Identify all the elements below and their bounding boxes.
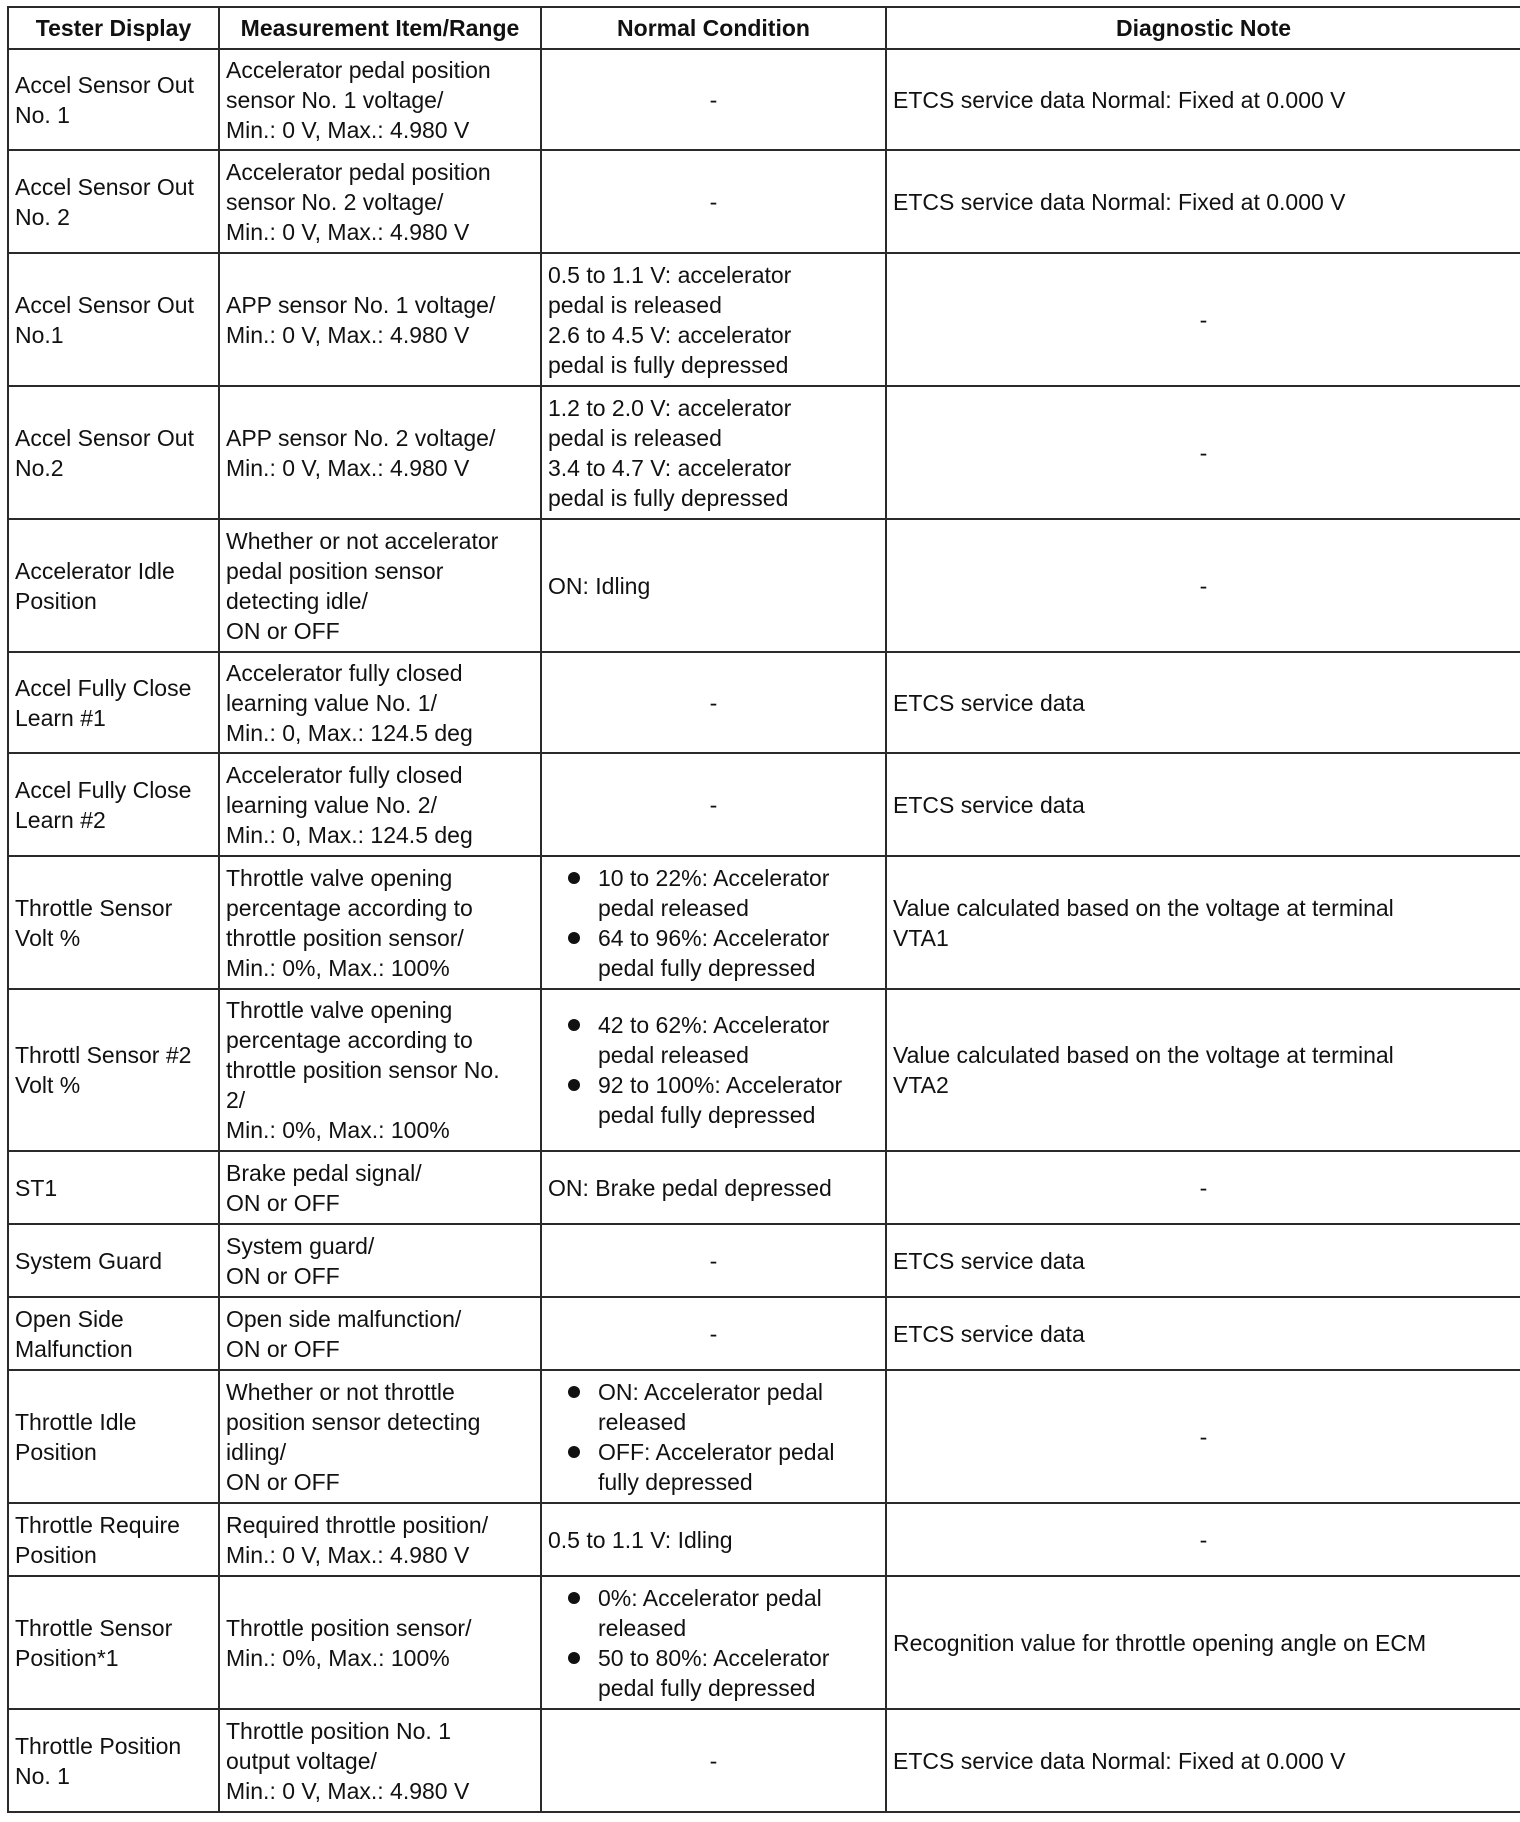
diagnostic-note-cell <box>886 1224 1520 1297</box>
diagnostic-note-cell <box>886 386 1520 519</box>
diagnostic-note-cell-text: - <box>1199 1174 1208 1201</box>
normal-condition-cell <box>541 1709 886 1812</box>
normal-condition-cell-text: - <box>709 1747 718 1774</box>
normal-condition-cell-text: - <box>709 188 718 215</box>
normal-condition-cell <box>541 519 886 652</box>
normal-condition-bullet <box>548 1437 879 1497</box>
tester-display-cell-text: Throttle Sensor Volt % <box>15 894 173 951</box>
diagnostic-note-cell <box>886 989 1520 1151</box>
data-list-table <box>7 6 1520 1813</box>
table-row <box>8 1576 1520 1709</box>
normal-condition-cell <box>541 1297 886 1370</box>
measurement-item-cell-text: Accelerator fully closed learning value No. 1/ Min.: 0, Max.: 124.5 deg <box>226 659 473 746</box>
normal-condition-bullet-text: 64 to 96%: Accelerator pedal fully depressed <box>598 924 830 981</box>
measurement-item-cell-text: Whether or not accelerator pedal position sensor detecting idle/ ON or OFF <box>226 527 499 644</box>
header-measurement-item: Measurement Item/Range <box>219 7 541 49</box>
diagnostic-note-cell-text: Value calculated based on the voltage at terminal VTA2 <box>893 1042 1394 1098</box>
tester-display-cell <box>8 1503 219 1576</box>
measurement-item-cell-text: Open side malfunction/ ON or OFF <box>226 1305 462 1362</box>
measurement-item-cell-text: APP sensor No. 1 voltage/ Min.: 0 V, Max.: 4.980 V <box>226 291 496 348</box>
table-row <box>8 253 1520 386</box>
tester-display-cell <box>8 1151 219 1224</box>
diagnostic-note-cell-text: ETCS service data <box>893 1320 1085 1347</box>
measurement-item-cell <box>219 652 541 753</box>
diagnostic-note-cell-text: ETCS service data Normal: Fixed at 0.000 V <box>893 188 1346 215</box>
normal-condition-cell-text: - <box>709 86 718 113</box>
measurement-item-cell <box>219 1224 541 1297</box>
tester-display-cell-text: Accel Sensor Out No. 2 <box>15 173 194 230</box>
measurement-item-cell <box>219 1297 541 1370</box>
table-row <box>8 1503 1520 1576</box>
measurement-item-cell-text: Accelerator pedal position sensor No. 2 voltage/ Min.: 0 V, Max.: 4.980 V <box>226 158 491 245</box>
normal-condition-cell-text: 0.5 to 1.1 V: accelerator pedal is released 2.6 to 4.5 V: accelerator pedal is fully depressed <box>548 261 792 378</box>
normal-condition-bullet <box>548 1377 879 1437</box>
measurement-item-cell-text: System guard/ ON or OFF <box>226 1232 375 1289</box>
tester-display-cell-text: Throttle Idle Position <box>15 1408 137 1465</box>
diagnostic-note-cell-text: - <box>1199 1423 1208 1450</box>
tester-display-cell <box>8 386 219 519</box>
normal-condition-bullet-text: OFF: Accelerator pedal fully depressed <box>598 1438 835 1495</box>
measurement-item-cell <box>219 1503 541 1576</box>
tester-display-cell <box>8 519 219 652</box>
measurement-item-cell <box>219 856 541 989</box>
table-row <box>8 150 1520 253</box>
normal-condition-cell <box>541 1503 886 1576</box>
tester-display-cell-text: Throttle Position No. 1 <box>15 1732 182 1789</box>
header-tester-display: Tester Display <box>8 7 219 49</box>
diagnostic-note-cell-text: Recognition value for throttle opening angle on ECM <box>893 1629 1427 1656</box>
normal-condition-cell <box>541 753 886 856</box>
table-row <box>8 1224 1520 1297</box>
normal-condition-bullet-list <box>548 1010 879 1130</box>
measurement-item-cell-text: Required throttle position/ Min.: 0 V, Max.: 4.980 V <box>226 1511 489 1568</box>
tester-display-cell <box>8 1576 219 1709</box>
normal-condition-cell <box>541 49 886 150</box>
table-header-row <box>8 7 1520 49</box>
diagnostic-note-cell <box>886 253 1520 386</box>
normal-condition-cell <box>541 1224 886 1297</box>
diagnostic-note-cell <box>886 1151 1520 1224</box>
measurement-item-cell <box>219 49 541 150</box>
tester-display-cell <box>8 753 219 856</box>
normal-condition-cell-text: - <box>709 1320 718 1347</box>
diagnostic-note-cell <box>886 1297 1520 1370</box>
table-row <box>8 1370 1520 1503</box>
header-normal-condition: Normal Condition <box>541 7 886 49</box>
normal-condition-bullet-list <box>548 863 879 983</box>
measurement-item-cell <box>219 1151 541 1224</box>
measurement-item-cell-text: Brake pedal signal/ ON or OFF <box>226 1159 422 1216</box>
diagnostic-note-cell <box>886 150 1520 253</box>
diagnostic-note-cell-text: - <box>1199 306 1208 333</box>
measurement-item-cell-text: Throttle position No. 1 output voltage/ Min.: 0 V, Max.: 4.980 V <box>226 1717 470 1804</box>
normal-condition-bullet-list <box>548 1583 879 1703</box>
diagnostic-note-cell-text: ETCS service data <box>893 689 1085 716</box>
normal-condition-cell <box>541 652 886 753</box>
table-body <box>8 49 1520 1812</box>
measurement-item-cell <box>219 753 541 856</box>
normal-condition-bullet-text: ON: Accelerator pedal released <box>598 1378 824 1435</box>
diagnostic-note-cell <box>886 1709 1520 1812</box>
diagnostic-note-cell <box>886 652 1520 753</box>
measurement-item-cell <box>219 386 541 519</box>
table-row <box>8 652 1520 753</box>
normal-condition-bullet <box>548 923 879 983</box>
normal-condition-cell <box>541 989 886 1151</box>
diagnostic-note-cell <box>886 856 1520 989</box>
tester-display-cell-text: Accel Sensor Out No.2 <box>15 424 194 481</box>
tester-display-cell <box>8 652 219 753</box>
measurement-item-cell-text: Throttle valve opening percentage according to throttle position sensor/ Min.: 0%, Max.: 100% <box>226 864 473 981</box>
diagnostic-note-cell-text: ETCS service data <box>893 791 1085 818</box>
measurement-item-cell-text: Accelerator pedal position sensor No. 1 voltage/ Min.: 0 V, Max.: 4.980 V <box>226 56 491 143</box>
tester-display-cell-text: Accel Fully Close Learn #2 <box>15 776 192 833</box>
normal-condition-cell <box>541 386 886 519</box>
diagnostic-note-cell-text: - <box>1199 572 1208 599</box>
tester-display-cell <box>8 1224 219 1297</box>
measurement-item-cell-text: Throttle position sensor/ Min.: 0%, Max.: 100% <box>226 1614 472 1671</box>
table-row <box>8 753 1520 856</box>
tester-display-cell-text: Accelerator Idle Position <box>15 557 175 614</box>
diagnostic-note-cell <box>886 1576 1520 1709</box>
normal-condition-cell <box>541 253 886 386</box>
table-row <box>8 989 1520 1151</box>
measurement-item-cell-text: Accelerator fully closed learning value No. 2/ Min.: 0, Max.: 124.5 deg <box>226 761 473 848</box>
normal-condition-bullet-text: 0%: Accelerator pedal released <box>598 1584 822 1641</box>
tester-display-cell <box>8 856 219 989</box>
tester-display-cell-text: ST1 <box>15 1174 58 1201</box>
table-row <box>8 1151 1520 1224</box>
normal-condition-cell <box>541 1576 886 1709</box>
tester-display-cell-text: Throttle Sensor Position*1 <box>15 1614 173 1671</box>
normal-condition-cell-text: - <box>709 689 718 716</box>
diagnostic-note-cell <box>886 49 1520 150</box>
normal-condition-bullet <box>548 863 879 923</box>
diagnostic-note-cell-text: Value calculated based on the voltage at terminal VTA1 <box>893 894 1394 951</box>
normal-condition-cell <box>541 150 886 253</box>
normal-condition-cell-text: 0.5 to 1.1 V: Idling <box>548 1526 733 1553</box>
diagnostic-note-cell-text: - <box>1199 1526 1208 1553</box>
normal-condition-cell-text: ON: Brake pedal depressed <box>548 1174 832 1201</box>
normal-condition-bullet-text: 10 to 22%: Accelerator pedal released <box>598 864 830 921</box>
normal-condition-bullet <box>548 1643 879 1703</box>
measurement-item-cell <box>219 150 541 253</box>
diagnostic-note-cell <box>886 1370 1520 1503</box>
tester-display-cell <box>8 1297 219 1370</box>
measurement-item-cell <box>219 1709 541 1812</box>
normal-condition-bullet <box>548 1010 879 1070</box>
tester-display-cell <box>8 150 219 253</box>
measurement-item-cell <box>219 1370 541 1503</box>
tester-display-cell-text: Open Side Malfunction <box>15 1305 133 1362</box>
tester-display-cell-text: Accel Sensor Out No. 1 <box>15 71 194 128</box>
normal-condition-cell-text: 1.2 to 2.0 V: accelerator pedal is released 3.4 to 4.7 V: accelerator pedal is fully depressed <box>548 394 792 511</box>
measurement-item-cell <box>219 989 541 1151</box>
table-row <box>8 386 1520 519</box>
diagnostic-note-cell-text: - <box>1199 439 1208 466</box>
normal-condition-bullet-text: 92 to 100%: Accelerator pedal fully depressed <box>598 1072 843 1128</box>
normal-condition-bullet <box>548 1583 879 1643</box>
measurement-item-cell-text: APP sensor No. 2 voltage/ Min.: 0 V, Max.: 4.980 V <box>226 424 496 481</box>
table-row <box>8 519 1520 652</box>
normal-condition-cell <box>541 856 886 989</box>
tester-display-cell-text: Throttle Require Position <box>15 1511 180 1568</box>
normal-condition-cell-text: - <box>709 1247 718 1274</box>
header-diagnostic-note: Diagnostic Note <box>886 7 1520 49</box>
measurement-item-cell-text: Whether or not throttle position sensor detecting idling/ ON or OFF <box>226 1378 481 1495</box>
measurement-item-cell <box>219 253 541 386</box>
normal-condition-bullet-list <box>548 1377 879 1497</box>
measurement-item-cell-text: Throttle valve opening percentage according to throttle position sensor No. 2/ Min.: 0%, Max.: 100% <box>226 997 500 1143</box>
diagnostic-note-cell <box>886 753 1520 856</box>
diagnostic-note-cell-text: ETCS service data <box>893 1247 1085 1274</box>
tester-display-cell-text: System Guard <box>15 1247 162 1274</box>
diagnostic-note-cell <box>886 1503 1520 1576</box>
normal-condition-cell <box>541 1370 886 1503</box>
tester-display-cell <box>8 49 219 150</box>
diagnostic-note-cell <box>886 519 1520 652</box>
table-row <box>8 1709 1520 1812</box>
table-row <box>8 49 1520 150</box>
normal-condition-cell-text: ON: Idling <box>548 572 651 599</box>
tester-display-cell <box>8 989 219 1151</box>
normal-condition-bullet-text: 42 to 62%: Accelerator pedal released <box>598 1012 830 1068</box>
normal-condition-bullet <box>548 1070 879 1130</box>
normal-condition-cell <box>541 1151 886 1224</box>
tester-display-cell <box>8 1709 219 1812</box>
normal-condition-cell-text: - <box>709 791 718 818</box>
tester-display-cell-text: Throttl Sensor #2 Volt % <box>15 1042 192 1098</box>
tester-display-cell <box>8 1370 219 1503</box>
diagnostic-note-cell-text: ETCS service data Normal: Fixed at 0.000 V <box>893 1747 1346 1774</box>
tester-display-cell-text: Accel Fully Close Learn #1 <box>15 674 192 731</box>
tester-display-cell <box>8 253 219 386</box>
measurement-item-cell <box>219 1576 541 1709</box>
table-row <box>8 1297 1520 1370</box>
table-row <box>8 856 1520 989</box>
measurement-item-cell <box>219 519 541 652</box>
normal-condition-bullet-text: 50 to 80%: Accelerator pedal fully depressed <box>598 1644 830 1701</box>
diagnostic-note-cell-text: ETCS service data Normal: Fixed at 0.000 V <box>893 86 1346 113</box>
tester-display-cell-text: Accel Sensor Out No.1 <box>15 291 194 348</box>
